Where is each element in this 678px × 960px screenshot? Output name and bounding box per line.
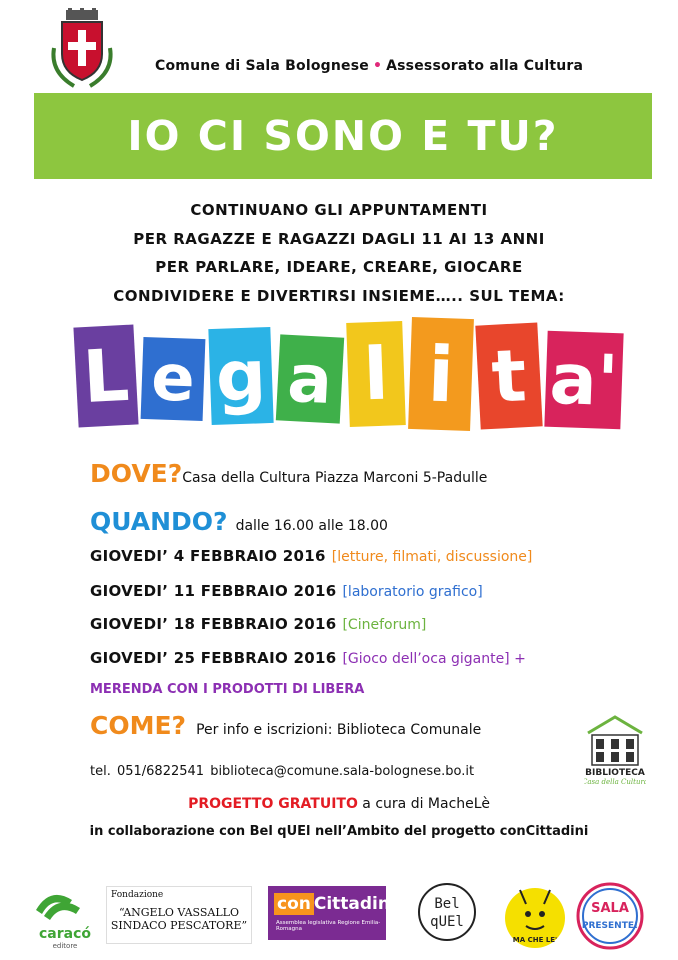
- theme-letter-tile: g: [208, 327, 273, 425]
- org-separator: •: [372, 58, 383, 74]
- when-section: [90, 507, 388, 536]
- library-subtitle: Casa della Cultura: [584, 778, 646, 786]
- how-label: COME?: [90, 711, 187, 740]
- project-line: [0, 796, 678, 812]
- date-row: [90, 547, 532, 565]
- organization-line: [155, 58, 583, 74]
- date-text: GIOVEDI’ 11 FEBBRAIO 2016: [90, 582, 337, 600]
- concittadini-logo: [268, 886, 396, 940]
- how-text: Per info e iscrizioni: Biblioteca Comunale: [196, 722, 482, 738]
- concittadini-name: Cittadini: [313, 894, 396, 914]
- vassallo-line3: SINDACO PESCATORE”: [110, 919, 248, 932]
- when-label: QUANDO?: [90, 507, 228, 536]
- org-comune: Comune di Sala Bolognese: [155, 58, 369, 74]
- date-row: [90, 649, 526, 667]
- legalita-theme-graphic: [76, 318, 624, 448]
- date-text: GIOVEDI’ 4 FEBBRAIO 2016: [90, 547, 326, 565]
- belquel-line2: qUEl: [430, 914, 464, 930]
- date-row: [90, 615, 426, 633]
- sala-line2: PRESENTE!: [581, 921, 639, 931]
- bel-quel-logo: [402, 880, 492, 950]
- belquel-line1: Bel: [434, 896, 460, 912]
- date-text: GIOVEDI’ 18 FEBBRAIO 2016: [90, 615, 337, 633]
- caraco-editore-logo: [30, 880, 100, 950]
- theme-letter-tile: l: [346, 321, 406, 427]
- theme-letter-tile: e: [141, 337, 206, 421]
- how-section: [90, 711, 481, 740]
- snack-note: MERENDA CON I PRODOTTI DI LIBERA: [90, 682, 365, 697]
- intro-line: CONDIVIDERE E DIVERTIRSI INSIEME….. SUL TEMA:: [113, 286, 565, 305]
- library-building-icon: [584, 715, 646, 787]
- machele-logo: [498, 878, 572, 952]
- vassallo-line2: “ANGELO VASSALLO: [118, 906, 239, 919]
- date-note: [letture, filmati, discussione]: [331, 549, 533, 565]
- fondazione-vassallo-logo: [106, 886, 252, 944]
- when-text: dalle 16.00 alle 18.00: [235, 518, 388, 534]
- event-title: IO CI SONO E TU?: [127, 112, 559, 160]
- vassallo-line1: Fondazione: [111, 890, 164, 900]
- intro-text: [0, 196, 678, 310]
- caraco-sub: editore: [52, 942, 78, 950]
- library-title: BIBLIOTECA: [585, 768, 645, 778]
- contact-info: tel. 051/6822541 biblioteca@comune.sala-bolognese.bo.it: [90, 764, 475, 779]
- title-banner: [34, 93, 652, 179]
- project-curator: a cura di MacheLè: [357, 796, 490, 812]
- intro-line: CONTINUANO GLI APPUNTAMENTI: [190, 201, 488, 219]
- free-project-label: PROGETTO GRATUITO: [188, 796, 358, 812]
- intro-line: PER RAGAZZE E RAGAZZI DAGLI 11 AI 13 ANNI: [133, 229, 545, 248]
- date-note: [Cineforum]: [342, 617, 427, 633]
- date-row: [90, 582, 483, 600]
- caraco-name: caracó: [38, 926, 92, 942]
- intro-line: PER PARLARE, IDEARE, CREARE, GIOCARE: [155, 258, 523, 276]
- where-text: Casa della Cultura Piazza Marconi 5-Padulle: [182, 470, 488, 486]
- theme-letter-tile: i: [408, 317, 474, 431]
- sala-presente-logo: [574, 878, 646, 954]
- date-note: [laboratorio grafico]: [342, 584, 483, 600]
- where-section: [90, 459, 487, 488]
- theme-letter-tile: a: [276, 334, 344, 423]
- concittadini-prefix: con: [274, 893, 314, 915]
- org-assessorato: Assessorato alla Cultura: [386, 58, 584, 74]
- date-text: GIOVEDI’ 25 FEBBRAIO 2016: [90, 649, 337, 667]
- date-note: [Gioco dell’oca gigante] +: [342, 651, 526, 667]
- machele-text: MA CHE LE': [512, 936, 558, 944]
- theme-letter-tile: L: [73, 324, 138, 427]
- municipal-crest-icon: [44, 8, 120, 92]
- theme-letter-tile: t: [475, 322, 542, 429]
- concittadini-sub: Assemblea legislativa Regione Emilia-Romagna: [276, 920, 381, 932]
- sala-line1: SALA: [591, 901, 629, 916]
- collaboration-line: in collaborazione con Bel qUEl nell’Ambito del progetto conCittadini: [89, 824, 589, 839]
- where-label: DOVE?: [90, 459, 183, 488]
- theme-letter-tile: a': [544, 331, 623, 430]
